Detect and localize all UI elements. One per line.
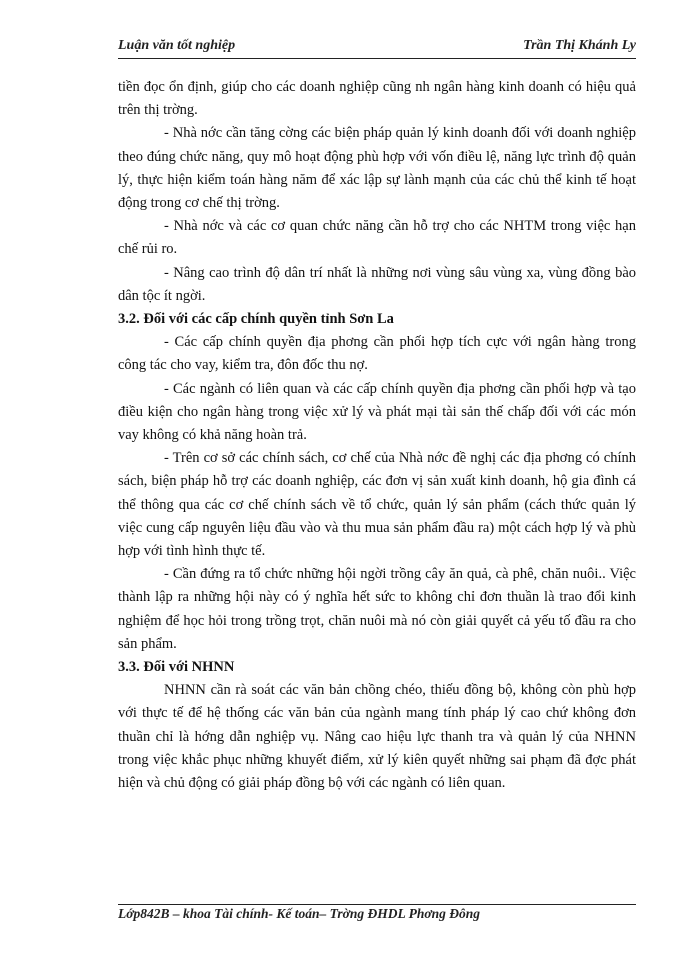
paragraph: - Nâng cao trình độ dân trí nhất là những nơi vùng sâu vùng xa, vùng đồng bào dân tộc ít ngời. [118, 264, 636, 304]
document-body [118, 76, 636, 795]
section-heading: 3.2. Đối với các cấp chính quyền tỉnh Sơn La [118, 311, 394, 328]
header-rule [118, 58, 636, 59]
section-heading: 3.3. Đối với NHNN [118, 659, 235, 676]
paragraph: - Các ngành có liên quan và các cấp chính quyền địa phơng cần phối hợp và tạo điều kiện cho ngân hàng trong việc xử lý và phát mại tài sản thế chấp đối với các món vay không có khả năng hoàn trả. [118, 380, 636, 444]
page-header [118, 38, 636, 60]
paragraph: - Trên cơ sở các chính sách, cơ chế của Nhà nớc đề nghị các địa phơng có chính sách, biện pháp hỗ trợ các doanh nghiệp, các đơn vị sản xuất kinh doanh, hộ gia đình cá thể thông qua các cơ chế chính sách về tổ chức, quản lý sản phẩm (cách thức quản lý việc cung cấp nguyên liệu đầu vào và thu mua sản phẩm đầu ra) một cách hợp lý và phù hợp với tình hình thực tế. [118, 450, 636, 560]
paragraph: NHNN cần rà soát các văn bản chồng chéo, thiếu đồng bộ, không còn phù hợp với thực tế để hệ thống các văn bản của ngành mang tính pháp lý cao chứ không đơn thuần chỉ là hớng dẫn nghiệp vụ. Nâng cao hiệu lực thanh tra và quản lý của NHNN trong việc khắc phục những khuyết điểm, xử lý kiên quyết những sai phạm đã đợc phát hiện và chủ động có giải pháp đồng bộ với các ngành có liên quan. [118, 682, 636, 792]
paragraph: - Nhà nớc và các cơ quan chức năng cần hỗ trợ cho các NHTM trong việc hạn chế rủi ro. [118, 218, 636, 258]
paragraph: tiền đọc ổn định, giúp cho các doanh nghiệp cũng nh ngân hàng kinh doanh có hiệu quả trên thị trờng. [118, 79, 636, 119]
page-footer: Lớp842B – khoa Tài chính- Kế toán– Trờng ĐHDL Phơng Đông [118, 906, 481, 921]
header-author: Trần Thị Khánh Ly [523, 38, 636, 53]
paragraph: - Cần đứng ra tổ chức những hội ngời trồng cây ăn quả, cà phê, chăn nuôi.. Việc thành lập ra những hội này có ý nghĩa hết sức to không chỉ đơn thuần là trao đổi kinh nghiệm để học hỏi trong trồng trọt, chăn nuôi mà nó còn giải quyết cả yếu tố đầu ra cho sản phẩm. [118, 566, 636, 652]
footer-rule [118, 904, 636, 905]
paragraph: - Các cấp chính quyền địa phơng cần phối hợp tích cực với ngân hàng trong công tác cho vay, kiểm tra, đôn đốc thu nợ. [118, 334, 636, 374]
header-thesis-title: Luận văn tốt nghiệp [118, 38, 236, 53]
paragraph: - Nhà nớc cần tăng cờng các biện pháp quản lý kinh doanh đối với doanh nghiệp theo đúng chức năng, quy mô hoạt động phù hợp với vốn điều lệ, năng lực trình độ quản lý, thực hiện kiểm toán hàng năm để xác lập sự lành mạnh của các chủ thể kinh tế hoạt động trong cơ chế thị trờng. [118, 125, 636, 212]
